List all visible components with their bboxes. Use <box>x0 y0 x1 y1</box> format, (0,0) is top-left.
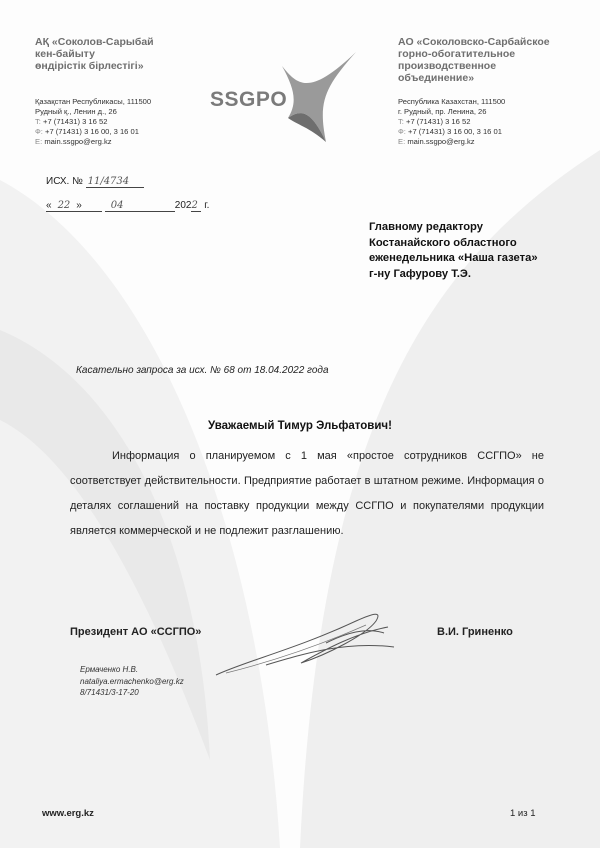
fax-prefix: Ф: <box>35 127 43 136</box>
executor-phone: 8/71431/3-17-20 <box>80 688 139 697</box>
email-prefix: E: <box>35 137 43 146</box>
header-right-org-line: производственное <box>398 60 497 72</box>
addressee-line: Главному редактору <box>369 221 483 233</box>
fax-line <box>398 127 505 137</box>
signatory-name: В.И. Гриненко <box>437 626 513 638</box>
letter-body: Информация о планируемом с 1 мая «простое сотрудников ССГПО» не соответствует действительности. Предприятие работает в штатном режиме. Информация о деталях соглашений на поставку продукции между ССГПО и покупателями продукции является коммерческой и не подлежит разглашению. <box>70 450 544 537</box>
email-value: main.ssgpo@erg.kz <box>44 137 112 146</box>
executor-block <box>80 664 184 699</box>
date-close-quote: » <box>76 200 82 211</box>
phone-prefix: T: <box>398 117 404 126</box>
addressee-line: Костанайского областного <box>369 236 517 249</box>
header-right-org <box>398 36 578 84</box>
date-month: 04 <box>110 200 124 211</box>
executor-name: Ермаченко Н.В. <box>80 665 139 674</box>
header-left-org-line: өндірістік бірлестігі» <box>35 60 144 72</box>
address-line: Республика Казахстан, 111500 <box>398 97 506 106</box>
address-line: Рудный қ., Ленин д., 26 <box>35 107 117 116</box>
addressee-block <box>369 220 538 282</box>
fax-line <box>35 127 151 137</box>
header-left-org-line: АҚ «Соколов-Сарыбай <box>35 36 154 48</box>
email-value: main.ssgpo@erg.kz <box>407 137 475 146</box>
fax-value: +7 (71431) 3 16 00, 3 16 01 <box>45 127 139 136</box>
executor-email[interactable]: nataliya.ermachenko@erg.kz <box>80 676 184 686</box>
header-right-org-line: АО «Соколовско-Сарбайское <box>398 36 550 48</box>
signatory-position: Президент АО «ССГПО» <box>70 626 202 638</box>
header-left-contacts <box>35 97 151 147</box>
page-number: 1 из 1 <box>510 808 536 819</box>
address-line: Қазақстан Республикасы, 111500 <box>35 97 152 106</box>
email-line <box>35 137 151 147</box>
phone-value: +7 (71431) 3 16 52 <box>406 117 471 126</box>
date-year-field <box>191 200 201 212</box>
date-open-quote: « <box>46 200 52 211</box>
header-right-org-line: горно-обогатительное <box>398 48 516 60</box>
outgoing-number <box>46 176 144 188</box>
header-right-org-line: объединение» <box>398 72 475 84</box>
email-line <box>398 137 505 147</box>
fax-prefix: Ф: <box>398 127 406 136</box>
footer-website-link[interactable]: www.erg.kz <box>42 808 94 819</box>
outgoing-number-value: 11/4734 <box>86 176 144 188</box>
date-month-field <box>105 200 175 212</box>
outgoing-number-label: ИСХ. № <box>46 176 83 187</box>
fax-value: +7 (71431) 3 16 00, 3 16 01 <box>408 127 502 136</box>
header-left-org <box>35 36 195 72</box>
date-year-suffix: г. <box>204 200 210 211</box>
addressee-line: г-ну Гафурову Т.Э. <box>369 267 471 280</box>
date-day: 22 <box>57 200 71 211</box>
header-left-org-line: кен-байыту <box>35 48 95 60</box>
outgoing-date <box>46 200 209 212</box>
date-day-field <box>46 200 102 212</box>
email-prefix: E: <box>398 137 406 146</box>
phone-value: +7 (71431) 3 16 52 <box>43 117 108 126</box>
date-year-prefix: 202 <box>174 200 192 211</box>
header-right-contacts <box>398 97 505 147</box>
date-year-digit: 2 <box>191 200 198 211</box>
address-line: г. Рудный, пр. Ленина, 26 <box>398 107 487 116</box>
phone-prefix: T: <box>35 117 41 126</box>
salutation: Уважаемый Тимур Эльфатович! <box>208 420 392 432</box>
phone-line <box>398 117 505 127</box>
phone-line <box>35 117 151 127</box>
logo-text: SSGPO <box>210 88 288 111</box>
addressee-line: еженедельника «Наша газета» <box>369 252 538 264</box>
handwritten-signature <box>206 603 396 683</box>
reference-line: Касательно запроса за исх. № 68 от 18.04.2022 года <box>76 365 329 376</box>
